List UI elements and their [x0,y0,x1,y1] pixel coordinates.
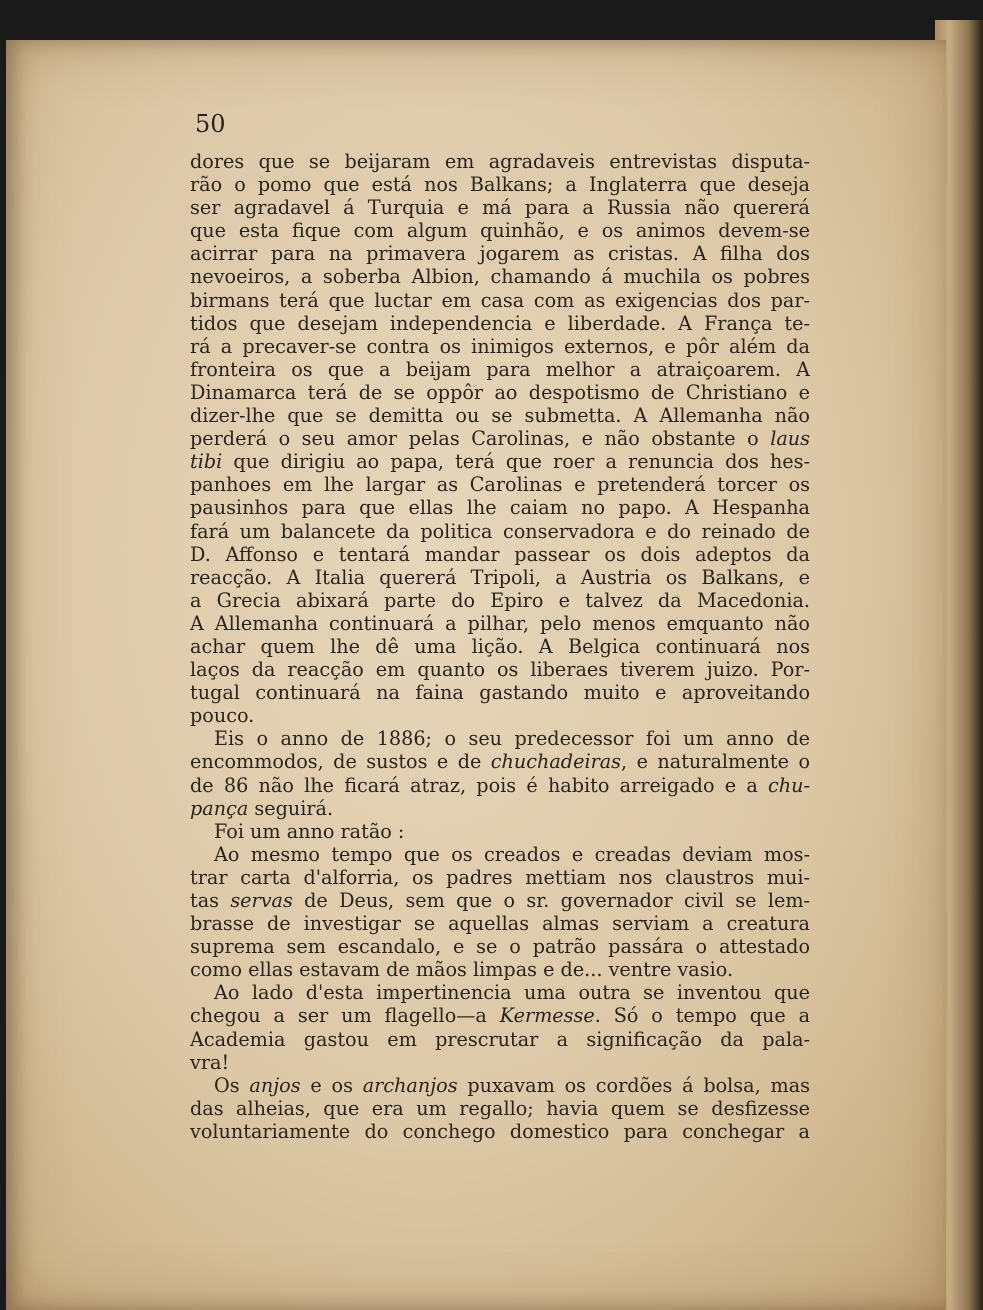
text-run: Os [214,1073,250,1097]
text-run: Foi um anno ratão : [214,819,405,843]
text-run: a Grecia abixará parte do Epiro e talvez da Macedonia. [190,588,810,612]
text-line [190,173,810,196]
italic-word: pança [190,796,249,820]
text-line [190,496,810,519]
text-line [190,427,810,450]
text-run: de 86 não lhe ficará atraz, pois é habito arreigado e a [190,773,769,797]
text-run: . Só o tempo que a [594,1004,811,1028]
text-run: , e naturalmente o [621,750,810,774]
text-line [190,635,810,658]
text-run: laços da reacção em quanto os liberaes tiverem juizo. Por- [190,658,810,682]
text-run: Dinamarca terá de se oppôr ao despotismo de Christiano e [190,380,810,404]
text-run: seguirá. [248,796,334,820]
text-run: D. Affonso e tentará mandar passear os dois adeptos da [190,542,810,566]
text-line [190,658,810,681]
text-line [190,727,810,750]
italic-word: laus [770,427,810,451]
text-line [190,981,810,1004]
text-run: Academia gastou em prescrutar a significação da pala- [190,1027,810,1051]
italic-word: chuchadeiras [490,750,622,774]
text-run: reacção. A Italia quererá Tripoli, a Austria os Balkans, e [190,565,810,589]
italic-word: chu- [768,773,810,797]
text-line [190,150,810,173]
italic-word: tibi [190,450,223,474]
text-line [190,450,810,473]
text-line [190,1097,810,1120]
text-run: dizer-lhe que se demitta ou se submetta. A Allemanha não [190,404,810,428]
text-run: fará um balancete da politica conservadora e do reinado de [190,519,810,543]
text-line [190,1004,810,1027]
text-line [190,1074,810,1097]
text-line [190,219,810,242]
text-line [190,520,810,543]
text-line [190,1028,810,1051]
text-line [190,704,810,727]
text-line [190,335,810,358]
text-run: dores que se beijaram em agradaveis entrevistas disputa- [190,150,810,173]
text-line [190,196,810,219]
text-run: vra! [190,1050,230,1074]
text-line [190,589,810,612]
text-line [190,289,810,312]
italic-word: servas [230,889,293,912]
text-run: panhoes em lhe largar as Carolinas e pretenderá torcer os [190,473,810,497]
text-line [190,750,810,773]
text-line [190,612,810,635]
text-line [190,774,810,797]
text-line [190,543,810,566]
text-run: tidos que desejam independencia e liberdade. A França te- [190,311,810,335]
text-run: puxavam os cordões á bolsa, mas [457,1073,810,1097]
text-line [190,889,810,912]
italic-word: archanjos [362,1073,458,1097]
text-line [190,866,810,889]
text-line [190,958,810,981]
italic-word: anjos [249,1073,301,1097]
text-run: trar carta d'alforria, os padres mettiam nos claustros mui- [190,865,810,889]
text-run: nevoeiros, a soberba Albion, chamando á muchila os pobres [190,265,810,289]
text-line [190,935,810,958]
text-run: achar quem lhe dê uma lição. A Belgica continuará nos [190,634,810,658]
text-line [190,1051,810,1074]
text-line [190,312,810,335]
text-line [190,843,810,866]
text-line [190,242,810,265]
text-run: Eis o anno de 1886; o seu predecessor foi um anno de [214,727,810,751]
text-run: de Deus, sem que o sr. governador civil se lem- [292,889,810,912]
text-run: birmans terá que luctar em casa com as exigencias dos par- [190,288,810,312]
text-line [190,1120,810,1143]
text-line [190,566,810,589]
italic-word: Kermesse [499,1004,595,1028]
text-run: rão o pomo que está nos Balkans; a Inglaterra que deseja [190,173,810,197]
text-run: como ellas estavam de mãos limpas e de... ventre vasio. [190,958,734,982]
text-run: chegou a ser um flagello—a [190,1004,500,1028]
text-run: que dirigiu ao papa, terá que roer a renuncia dos hes- [222,450,810,474]
text-run: e os [300,1073,363,1097]
text-run: pouco. [190,704,255,728]
text-run: tugal continuará na faina gastando muito e aproveitando [190,681,810,705]
text-line [190,404,810,427]
text-run: suprema sem escandalo, e se o patrão passára o attestado [190,935,810,959]
text-line [190,681,810,704]
text-run: A Allemanha continuará a pilhar, pelo menos emquanto não [190,611,810,635]
text-run: perderá o seu amor pelas Carolinas, e não obstante o [190,427,771,451]
text-line [190,381,810,404]
text-run: ser agradavel á Turquia e má para a Russia não quererá [190,196,810,220]
page-number: 50 [195,110,226,138]
text-run: pausinhos para que ellas lhe caiam no papo. A Hespanha [190,496,810,520]
text-line [190,265,810,288]
text-run: voluntariamente do conchego domestico para conchegar a [190,1119,810,1143]
text-run: fronteira os que a beijam para melhor a atraiçoarem. A [190,357,810,381]
text-line [190,912,810,935]
text-run: Ao mesmo tempo que os creados e creadas deviam mos- [214,842,810,866]
text-run: rá a precaver-se contra os inimigos externos, e pôr além da [190,334,810,358]
text-line [190,820,810,843]
text-line [190,473,810,496]
text-run: Ao lado d'esta impertinencia uma outra se inventou que [214,981,810,1005]
text-run: tas [190,889,231,912]
text-run: encommodos, de sustos e de [190,750,491,774]
text-run: acirrar para na primavera jogarem as cristas. A filha dos [190,242,810,266]
text-run: das alheias, que era um regallo; havia quem se desfizesse [190,1096,810,1120]
text-line [190,797,810,820]
body-text [190,150,810,1143]
text-run: que esta fique com algum quinhão, e os animos devem-se [190,219,810,243]
text-line [190,358,810,381]
text-run: brasse de investigar se aquellas almas serviam a creatura [190,912,810,936]
